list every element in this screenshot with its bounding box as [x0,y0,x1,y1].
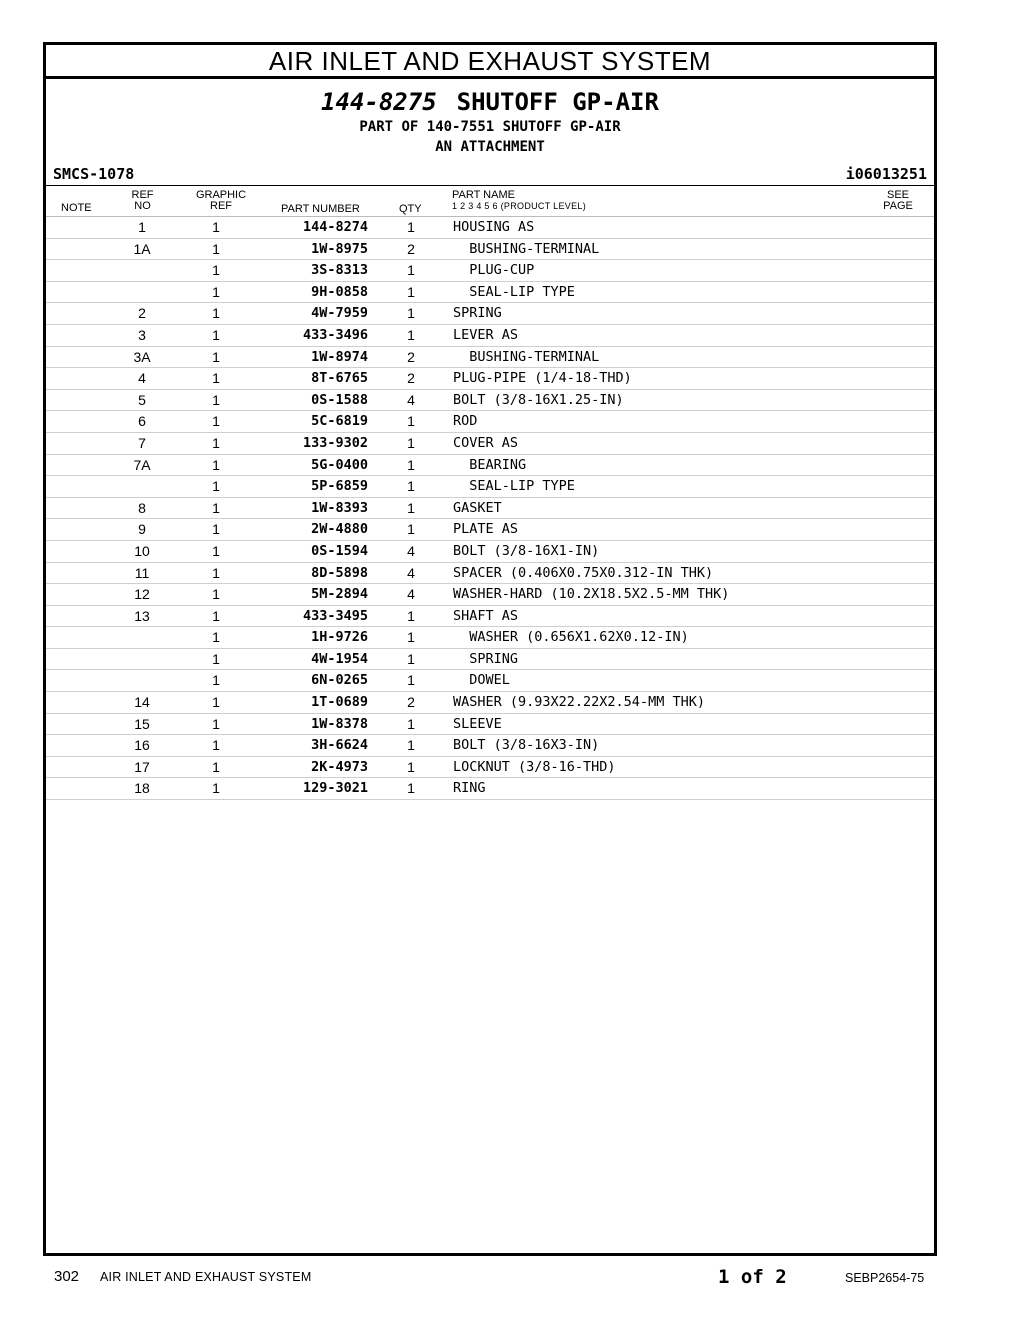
col-note: NOTE [61,202,92,214]
table-row [46,627,934,649]
part-number-cell: 133-9302 [302,434,368,451]
group-title [46,87,934,117]
col-see-page-line1: SEE [886,189,909,201]
ref-no-cell: 17 [134,758,150,775]
ref-no-cell: 10 [134,542,150,559]
part-number-cell: 1W-8393 [311,499,368,516]
qty-cell: 1 [407,499,415,516]
part-name-cell: ROD [453,413,478,430]
part-number-cell: 9H-0858 [311,283,368,300]
part-number-cell: 5G-0400 [311,456,368,473]
column-header [46,186,934,217]
id-bar [46,165,934,186]
part-name-cell: GASKET [453,499,502,516]
part-name-cell: SHAFT AS [453,607,519,624]
qty-cell: 1 [407,629,415,646]
ref-no-cell: 6 [138,413,146,430]
part-name-cell: WASHER-HARD (10.2X18.5X2.5-MM THK) [453,586,730,603]
part-number-cell: 144-8274 [302,219,368,235]
col-graphic-ref [186,190,256,212]
smcs-code: SMCS-1078 [53,165,135,183]
part-name-cell: WASHER (9.93X22.22X2.54-MM THK) [453,694,705,711]
col-see-page [878,190,918,212]
table-row [46,714,934,736]
ref-no-cell: 7A [133,456,151,473]
part-number-cell: 433-3495 [302,607,368,624]
part-name-cell: BOLT (3/8-16X1-IN) [453,542,600,559]
part-name-cell: SPACER (0.406X0.75X0.312-IN THK) [453,564,714,581]
part-number-cell: 5M-2894 [311,586,368,603]
table-row [46,282,934,304]
graphic-ref-cell: 1 [212,650,220,667]
ref-no-cell: 4 [138,370,146,387]
qty-cell: 1 [407,283,415,300]
col-product-levels: 1 2 3 4 5 6 (PRODUCT LEVEL) [452,201,586,211]
part-name-cell: SEAL-LIP TYPE [453,478,575,495]
qty-cell: 1 [407,715,415,732]
ref-no-cell: 8 [138,499,146,516]
table-row [46,606,934,628]
ref-no-cell: 13 [134,607,150,624]
table-row [46,347,934,369]
ref-no-cell: 7 [138,434,146,451]
part-name-cell: BUSHING-TERMINAL [453,348,600,365]
page-footer [0,1262,1020,1302]
part-name-cell: PLATE AS [453,521,519,538]
part-number-cell: 433-3496 [302,326,368,343]
col-qty: QTY [399,203,422,215]
ref-no-cell: 18 [134,780,150,797]
part-name-cell: SEAL-LIP TYPE [453,283,575,300]
footer-title: AIR INLET AND EXHAUST SYSTEM [100,1270,312,1284]
group-header [46,87,934,157]
col-graphic-ref-line1: GRAPHIC [195,189,247,201]
table-row [46,217,934,239]
col-ref-no-line2: NO [134,200,151,212]
group-part-number: 144-8275 [321,88,437,116]
part-number-cell: 3S-8313 [311,262,368,279]
graphic-ref-cell: 1 [212,607,220,624]
graphic-ref-cell: 1 [212,780,220,797]
graphic-ref-cell: 1 [212,521,220,538]
ref-no-cell: 15 [134,715,150,732]
ref-no-cell: 3 [138,326,146,343]
qty-cell: 1 [407,758,415,775]
qty-cell: 4 [407,391,415,408]
ref-no-cell: 16 [134,737,150,754]
part-number-cell: 5C-6819 [311,413,368,430]
part-number-cell: 3H-6624 [311,737,368,754]
table-row [46,303,934,325]
graphic-ref-cell: 1 [212,758,220,775]
part-number-cell: 0S-1588 [311,391,368,408]
graphic-ref-cell: 1 [212,219,220,235]
table-row [46,455,934,477]
part-number-cell: 8D-5898 [311,564,368,581]
attachment-line: AN ATTACHMENT [435,139,545,155]
publication-number: SEBP2654-75 [845,1271,925,1285]
table-row [46,239,934,261]
table-row [46,411,934,433]
qty-cell: 1 [407,521,415,538]
parts-page-frame [43,42,937,1256]
part-name-cell: SPRING [453,650,519,667]
graphic-ref-cell: 1 [212,262,220,279]
part-name-cell: HOUSING AS [453,219,535,235]
part-number-cell: 129-3021 [302,780,368,797]
graphic-ref-cell: 1 [212,564,220,581]
ref-no-cell: 2 [138,305,146,322]
ref-no-cell: 11 [134,564,150,581]
ref-no-cell: 14 [134,694,150,711]
qty-cell: 1 [407,262,415,279]
part-number-cell: 1W-8378 [311,715,368,732]
ref-no-cell: 1 [138,219,146,235]
part-name-cell: BEARING [453,456,527,473]
part-number-cell: 1T-0689 [311,694,368,711]
qty-cell: 1 [407,434,415,451]
ref-no-cell: 9 [138,521,146,538]
illustration-id: i06013251 [845,165,927,183]
part-name-cell: BOLT (3/8-16X1.25-IN) [453,391,624,408]
part-number-cell: 8T-6765 [311,370,368,387]
part-number-cell: 1W-8975 [311,240,368,257]
table-row [46,670,934,692]
part-name-cell: WASHER (0.656X1.62X0.12-IN) [453,629,689,646]
graphic-ref-cell: 1 [212,478,220,495]
graphic-ref-cell: 1 [212,283,220,300]
part-of-line: PART OF 140-7551 SHUTOFF GP-AIR [359,119,621,135]
table-row [46,325,934,347]
graphic-ref-cell: 1 [212,391,220,408]
qty-cell: 1 [407,305,415,322]
part-number-cell: 0S-1594 [311,542,368,559]
qty-cell: 2 [407,370,415,387]
qty-cell: 4 [407,564,415,581]
part-number-cell: 6N-0265 [311,672,368,689]
group-name: SHUTOFF GP-AIR [456,88,659,116]
part-number-cell: 4W-7959 [311,305,368,322]
part-name-cell: PLUG-PIPE (1/4-18-THD) [453,370,632,387]
part-name-cell: PLUG-CUP [453,262,535,279]
qty-cell: 1 [407,456,415,473]
qty-cell: 2 [407,240,415,257]
table-row [46,433,934,455]
qty-cell: 2 [407,348,415,365]
graphic-ref-cell: 1 [212,694,220,711]
qty-cell: 1 [407,219,415,235]
graphic-ref-cell: 1 [212,629,220,646]
page-of: 1 of 2 [718,1266,787,1288]
part-name-cell: COVER AS [453,434,519,451]
table-row [46,757,934,779]
qty-cell: 1 [407,413,415,430]
table-row [46,476,934,498]
table-row [46,519,934,541]
ref-no-cell: 1A [133,240,151,257]
graphic-ref-cell: 1 [212,586,220,603]
table-row [46,390,934,412]
part-number-cell: 1W-8974 [311,348,368,365]
page-number: 302 [54,1268,80,1285]
part-number-cell: 1H-9726 [311,629,368,646]
part-name-cell: BOLT (3/8-16X3-IN) [453,737,600,754]
table-row [46,649,934,671]
qty-cell: 1 [407,326,415,343]
ref-no-cell: 5 [138,391,146,408]
graphic-ref-cell: 1 [212,672,220,689]
ref-no-cell: 3A [133,348,151,365]
table-row [46,498,934,520]
qty-cell: 1 [407,672,415,689]
table-row [46,735,934,757]
table-row [46,368,934,390]
ref-no-cell: 12 [134,586,150,603]
qty-cell: 4 [407,542,415,559]
table-row [46,778,934,800]
table-row [46,260,934,282]
graphic-ref-cell: 1 [212,499,220,516]
graphic-ref-cell: 1 [212,240,220,257]
graphic-ref-cell: 1 [212,413,220,430]
part-name-cell: RING [453,780,486,797]
qty-cell: 1 [407,607,415,624]
graphic-ref-cell: 1 [212,348,220,365]
part-number-cell: 5P-6859 [311,478,368,495]
part-number-cell: 2W-4880 [311,521,368,538]
col-ref-no-line1: REF [131,189,154,201]
col-see-page-line2: PAGE [883,200,913,212]
qty-cell: 1 [407,478,415,495]
col-part-number: PART NUMBER [281,203,360,215]
parts-table-body [46,217,934,800]
graphic-ref-cell: 1 [212,456,220,473]
qty-cell: 2 [407,694,415,711]
graphic-ref-cell: 1 [212,326,220,343]
graphic-ref-cell: 1 [212,542,220,559]
part-name-cell: SPRING [453,305,502,322]
part-number-cell: 4W-1954 [311,650,368,667]
table-row [46,584,934,606]
col-ref-no [130,190,155,212]
part-name-cell: LEVER AS [453,326,519,343]
graphic-ref-cell: 1 [212,305,220,322]
col-graphic-ref-line2: REF [210,200,232,212]
part-name-cell: LOCKNUT (3/8-16-THD) [453,758,616,775]
table-row [46,541,934,563]
part-name-cell: DOWEL [453,672,510,689]
graphic-ref-cell: 1 [212,434,220,451]
graphic-ref-cell: 1 [212,737,220,754]
table-row [46,563,934,585]
graphic-ref-cell: 1 [212,715,220,732]
qty-cell: 1 [407,650,415,667]
table-row [46,692,934,714]
section-title: AIR INLET AND EXHAUST SYSTEM [46,45,934,79]
graphic-ref-cell: 1 [212,370,220,387]
part-number-cell: 2K-4973 [311,758,368,775]
qty-cell: 1 [407,737,415,754]
qty-cell: 4 [407,586,415,603]
part-name-cell: SLEEVE [453,715,502,732]
qty-cell: 1 [407,780,415,797]
col-part-name: PART NAME [452,189,515,201]
part-name-cell: BUSHING-TERMINAL [453,240,600,257]
